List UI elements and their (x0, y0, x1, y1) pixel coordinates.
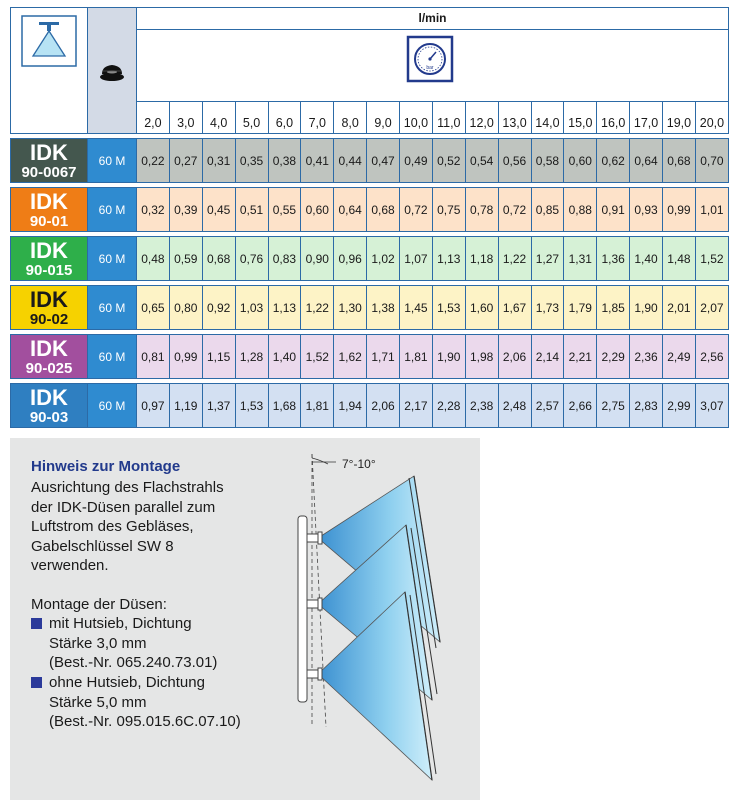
flow-value-cell: 0,22 (137, 139, 170, 183)
unit-label: l/min (137, 8, 729, 30)
flow-value-cell: 2,36 (630, 335, 663, 379)
flow-value-cell: 1,48 (663, 237, 696, 281)
table-row (11, 286, 729, 330)
pressure-header-cell: 3,0 (169, 101, 202, 133)
flow-value-cell: 0,62 (597, 139, 630, 183)
bullet-square-icon (31, 618, 42, 629)
flow-value-cell: 0,91 (597, 188, 630, 232)
flow-value-cell: 0,85 (531, 188, 564, 232)
flow-value-cell: 1,27 (531, 237, 564, 281)
flow-value-cell: 1,22 (301, 286, 334, 330)
table-row (11, 384, 729, 428)
nozzle-icon (307, 532, 322, 544)
table-row (11, 139, 729, 183)
pressure-header-cell: 13,0 (498, 101, 531, 133)
flow-value-cell: 1,40 (268, 335, 301, 379)
flow-value-cell: 0,39 (169, 188, 202, 232)
flow-value-cell: 2,66 (564, 384, 597, 428)
flow-value-cell: 2,57 (531, 384, 564, 428)
flow-value-cell: 2,01 (663, 286, 696, 330)
pressure-header-cell: 19,0 (663, 101, 696, 133)
mount-option-2: ohne Hutsieb, Dichtung Stärke 5,0 mm (Best.-Nr. 095.015.6C.07.10) (31, 673, 241, 732)
flow-value-cell: 1,03 (235, 286, 268, 330)
connection-cell: 60 M (88, 139, 137, 183)
note-paragraph: Ausrichtung des Flachstrahls der IDK-Düsen parallel zum Luftstrom des Gebläses, Gabelschlüssel SW 8 verwenden. (31, 479, 224, 574)
connection-cell: 60 M (88, 188, 137, 232)
svg-text:bar: bar (426, 65, 434, 72)
flow-value-cell: 0,88 (564, 188, 597, 232)
flow-value-cell: 0,54 (465, 139, 498, 183)
flow-value-cell: 0,90 (301, 237, 334, 281)
flow-value-cell: 1,60 (465, 286, 498, 330)
flow-value-cell: 2,17 (400, 384, 433, 428)
pressure-header-cell: 5,0 (235, 101, 268, 133)
flow-value-cell: 0,68 (367, 188, 400, 232)
flow-value-cell: 3,07 (695, 384, 728, 428)
flow-value-cell: 1,81 (301, 384, 334, 428)
flow-value-cell: 2,75 (597, 384, 630, 428)
flow-value-cell: 0,92 (202, 286, 235, 330)
flow-value-cell: 0,96 (334, 237, 367, 281)
flow-value-cell: 1,13 (432, 237, 465, 281)
flow-value-cell: 1,07 (400, 237, 433, 281)
flow-value-cell: 1,68 (268, 384, 301, 428)
flow-value-cell: 1,22 (498, 237, 531, 281)
flow-value-cell: 0,60 (301, 188, 334, 232)
flow-value-cell: 0,75 (432, 188, 465, 232)
flow-value-cell: 1,79 (564, 286, 597, 330)
flow-value-cell: 0,32 (137, 188, 170, 232)
flow-value-cell: 0,27 (169, 139, 202, 183)
flow-rate-table (10, 7, 729, 428)
flow-value-cell: 1,38 (367, 286, 400, 330)
flow-value-cell: 0,93 (630, 188, 663, 232)
pressure-gauge-header (137, 29, 729, 101)
flow-value-cell: 1,67 (498, 286, 531, 330)
flow-value-cell: 2,29 (597, 335, 630, 379)
flow-value-cell: 0,55 (268, 188, 301, 232)
flow-value-cell: 0,68 (663, 139, 696, 183)
flow-value-cell: 0,64 (630, 139, 663, 183)
flow-value-cell: 0,72 (400, 188, 433, 232)
flow-value-cell: 1,98 (465, 335, 498, 379)
flow-value-cell: 1,18 (465, 237, 498, 281)
bullet-square-icon (31, 677, 42, 688)
pressure-header-cell: 2,0 (137, 101, 170, 133)
flow-value-cell: 1,90 (630, 286, 663, 330)
flow-value-cell: 1,81 (400, 335, 433, 379)
pressure-header-cell: 16,0 (597, 101, 630, 133)
flow-value-cell: 0,60 (564, 139, 597, 183)
connection-cell: 60 M (88, 384, 137, 428)
flow-value-cell: 0,81 (137, 335, 170, 379)
connection-cell: 60 M (88, 237, 137, 281)
flow-value-cell: 2,07 (695, 286, 728, 330)
pressure-header-cell: 7,0 (301, 101, 334, 133)
flow-value-cell: 2,06 (498, 335, 531, 379)
flow-value-cell: 1,94 (334, 384, 367, 428)
nozzle-type-label: IDK 90-02 (11, 286, 88, 330)
nozzle-type-label: IDK 90-015 (11, 237, 88, 281)
mounting-diagram (290, 442, 470, 792)
flow-value-cell: 1,62 (334, 335, 367, 379)
flow-value-cell: 0,99 (169, 335, 202, 379)
thread-connection-icon (88, 8, 137, 134)
flow-value-cell: 1,53 (432, 286, 465, 330)
flow-value-cell: 1,40 (630, 237, 663, 281)
flow-value-cell: 0,78 (465, 188, 498, 232)
flow-value-cell: 0,80 (169, 286, 202, 330)
flow-value-cell: 2,99 (663, 384, 696, 428)
pressure-header-cell: 14,0 (531, 101, 564, 133)
flow-value-cell: 1,52 (695, 237, 728, 281)
flow-value-cell: 0,64 (334, 188, 367, 232)
flow-value-cell: 1,01 (695, 188, 728, 232)
mount-option-1: mit Hutsieb, Dichtung Stärke 3,0 mm (Best.-Nr. 065.240.73.01) (31, 614, 217, 673)
flow-value-cell: 0,41 (301, 139, 334, 183)
pressure-header-cell: 8,0 (334, 101, 367, 133)
flow-value-cell: 0,44 (334, 139, 367, 183)
flow-value-cell: 0,56 (498, 139, 531, 183)
note-title: Hinweis zur Montage (31, 458, 181, 475)
flow-value-cell: 1,30 (334, 286, 367, 330)
flow-value-cell: 0,35 (235, 139, 268, 183)
nozzle-type-label: IDK 90-0067 (11, 139, 88, 183)
flow-value-cell: 0,83 (268, 237, 301, 281)
flow-value-cell: 2,06 (367, 384, 400, 428)
pressure-gauge-icon (408, 37, 452, 81)
flow-value-cell: 0,58 (531, 139, 564, 183)
flow-value-cell: 2,14 (531, 335, 564, 379)
flow-value-cell: 2,49 (663, 335, 696, 379)
flow-value-cell: 2,56 (695, 335, 728, 379)
flow-value-cell: 0,76 (235, 237, 268, 281)
flow-value-cell: 0,48 (137, 237, 170, 281)
flow-value-cell: 2,21 (564, 335, 597, 379)
flow-value-cell: 1,36 (597, 237, 630, 281)
flow-value-cell: 0,59 (169, 237, 202, 281)
flow-value-cell: 0,68 (202, 237, 235, 281)
flow-value-cell: 0,38 (268, 139, 301, 183)
pressure-header-cell: 15,0 (564, 101, 597, 133)
table-row (11, 237, 729, 281)
flow-value-cell: 0,51 (235, 188, 268, 232)
flow-value-cell: 1,28 (235, 335, 268, 379)
pressure-header-cell: 17,0 (630, 101, 663, 133)
flow-value-cell: 1,53 (235, 384, 268, 428)
pressure-header-cell: 11,0 (432, 101, 465, 133)
flow-value-cell: 1,19 (169, 384, 202, 428)
table-row (11, 188, 729, 232)
flow-value-cell: 0,49 (400, 139, 433, 183)
flow-value-cell: 1,71 (367, 335, 400, 379)
mount-heading: Montage der Düsen: (31, 596, 167, 613)
pressure-header-cell: 10,0 (400, 101, 433, 133)
connection-cell: 60 M (88, 286, 137, 330)
pressure-header-cell: 4,0 (202, 101, 235, 133)
flow-value-cell: 0,65 (137, 286, 170, 330)
flow-value-cell: 2,83 (630, 384, 663, 428)
angle-label: 7°-10° (342, 457, 376, 471)
connection-cell: 60 M (88, 335, 137, 379)
flow-value-cell: 1,31 (564, 237, 597, 281)
flow-value-cell: 1,37 (202, 384, 235, 428)
table-row (11, 335, 729, 379)
flow-value-cell: 1,45 (400, 286, 433, 330)
flow-value-cell: 2,28 (432, 384, 465, 428)
flow-value-cell: 1,52 (301, 335, 334, 379)
pressure-header-cell: 12,0 (465, 101, 498, 133)
flow-value-cell: 1,02 (367, 237, 400, 281)
flow-value-cell: 1,73 (531, 286, 564, 330)
flow-value-cell: 0,47 (367, 139, 400, 183)
flow-value-cell: 0,97 (137, 384, 170, 428)
nozzle-type-label: IDK 90-01 (11, 188, 88, 232)
flow-value-cell: 2,48 (498, 384, 531, 428)
flow-value-cell: 0,99 (663, 188, 696, 232)
nozzle-type-label: IDK 90-03 (11, 384, 88, 428)
flow-value-cell: 1,85 (597, 286, 630, 330)
nozzle-type-label: IDK 90-025 (11, 335, 88, 379)
flow-value-cell: 0,31 (202, 139, 235, 183)
flow-value-cell: 0,70 (695, 139, 728, 183)
flow-value-cell: 0,72 (498, 188, 531, 232)
flow-value-cell: 0,45 (202, 188, 235, 232)
flow-value-cell: 1,15 (202, 335, 235, 379)
pressure-header-cell: 20,0 (695, 101, 728, 133)
flow-value-cell: 2,38 (465, 384, 498, 428)
pressure-header-cell: 9,0 (367, 101, 400, 133)
flow-value-cell: 1,90 (432, 335, 465, 379)
flow-value-cell: 0,52 (432, 139, 465, 183)
flow-value-cell: 1,13 (268, 286, 301, 330)
pressure-header-cell: 6,0 (268, 101, 301, 133)
nozzle-icon (307, 668, 322, 680)
nozzle-icon (307, 598, 322, 610)
flat-spray-nozzle-icon (11, 8, 88, 134)
